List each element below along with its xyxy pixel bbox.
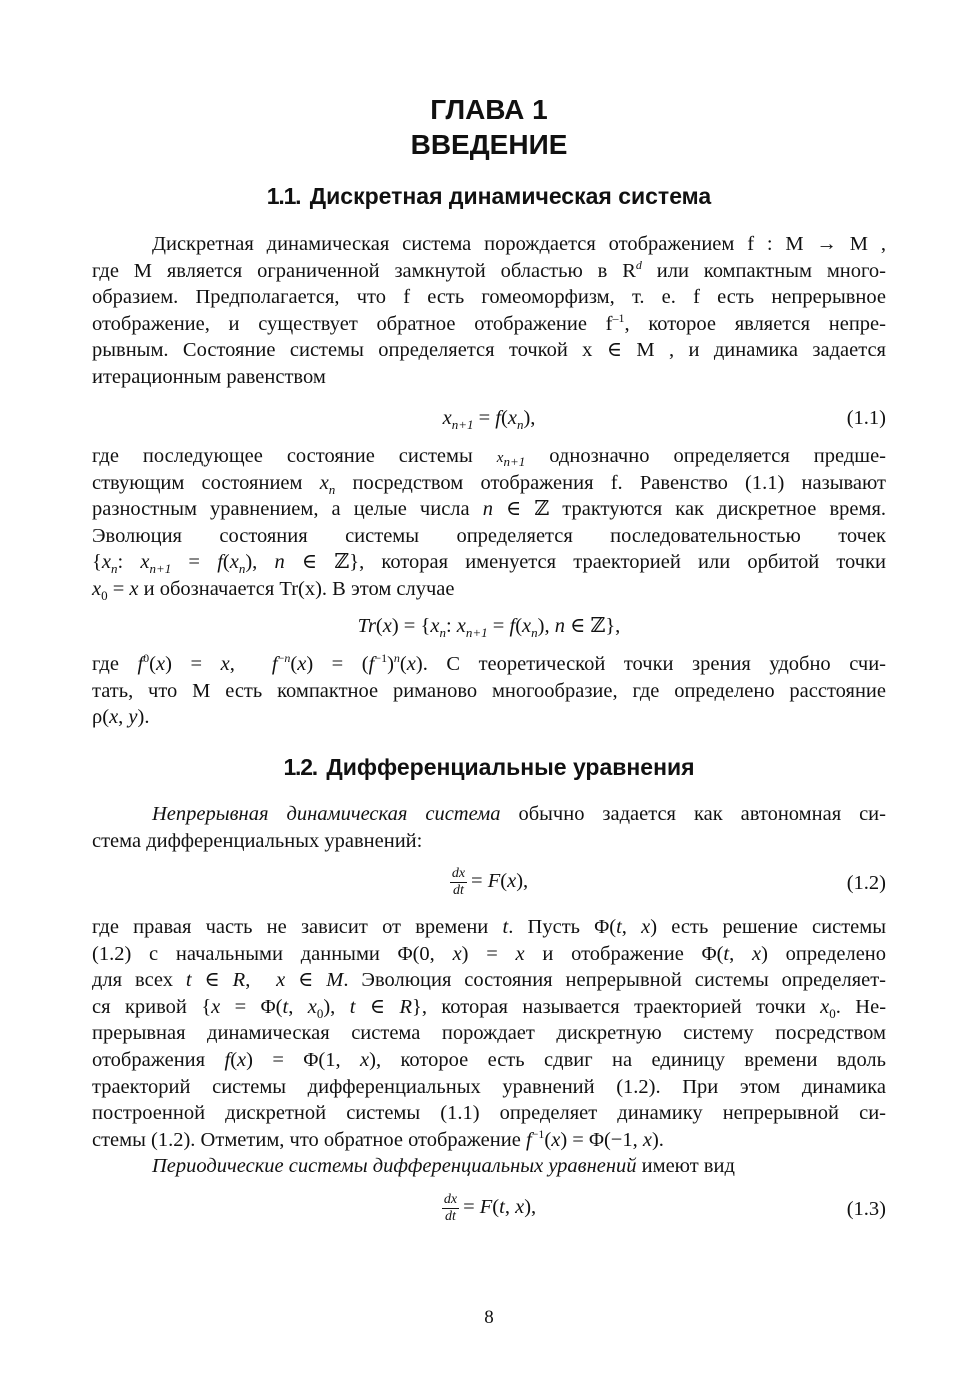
equation-body: $x_{n+1} = f(x_n)$, — [442, 407, 536, 433]
text-line: отображения f(x) = Φ(1, x), которое есть сдвиг на единицу времени вдоль — [92, 1048, 887, 1071]
chapter-title: ВВЕДЕНИЕ — [410, 129, 568, 160]
text-line: итерационным равенством — [92, 365, 326, 388]
section-heading-1-1 — [92, 181, 886, 211]
equation-trajectory — [92, 613, 886, 645]
text-line: {$x_n$: $x_{n+1} = f(x_n)$, n ∈ ℤ}, которая именуется траекторией или орбитой точки — [92, 551, 887, 577]
chapter-label: ГЛАВА 1 — [430, 94, 548, 125]
text-line: траекторий системы дифференциальных уравнений (1.2). При этом динамика — [92, 1075, 886, 1098]
equation-body: $Tr(x) = \{x_n$: $x_{n+1} = f(x_n)$, n ∈ ℤ}, — [357, 615, 621, 641]
section-number: 1.1. — [266, 183, 301, 209]
section-title: Дискретная динамическая система — [309, 183, 712, 209]
text-line: Периодические системы дифференциальных уравнений имеют вид — [152, 1155, 735, 1178]
section1-paragraph-1 — [92, 231, 886, 391]
text-line: рывным. Состояние системы определяется точкой x ∈ M , и динамика задается — [92, 339, 886, 362]
section1-paragraph-3 — [92, 651, 886, 731]
text-line: где правая часть не зависит от времени t. Пусть Φ(t, x) есть решение системы — [92, 916, 887, 938]
text-line: стема дифференциальных уравнений: — [92, 829, 423, 852]
text-line: для всех t ∈ R, x ∈ M. Эволюция состояния непрерывной системы определяет- — [92, 969, 887, 992]
section-title: Дифференциальные уравнения — [326, 754, 695, 780]
text-line: Дискретная динамическая система порождается отображением f : M → M , — [152, 233, 886, 255]
equation-number: (1.1) — [846, 407, 886, 429]
text-line: образием. Предполагается, что f есть гомеоморфизм, т. е. f есть непрерывное — [92, 286, 886, 309]
equation-1-3 — [92, 1192, 886, 1232]
text-line: ствующим состоянием $x_n$ посредством отображения f. Равенство (1.1) называют — [92, 471, 886, 497]
equation-number: (1.3) — [846, 1198, 886, 1220]
text-line: стемы (1.2). Отметим, что обратное отображение $f^{-1}(x) = \Phi(-1$, x). — [92, 1126, 664, 1151]
text-line: ρ(x, y). — [92, 706, 150, 729]
text-line: где $f^0(x) = x$, $f^{-n}(x) = (f^{-1})^n(x)$. С теоретической точки зрения удобно счи- — [92, 651, 887, 675]
equation-body: $\frac{dx}{dt}$ = F(t, x), — [443, 1192, 537, 1224]
text-line: (1.2) с начальными данными Φ(0, x) = x и отображение Φ(t, x) определено — [92, 942, 887, 965]
text-line: ся кривой {x = Φ(t, $x_0$), t ∈ R}, которая называется траекторией точки $x_0$. Не- — [92, 995, 887, 1021]
equation-1-1 — [92, 405, 886, 437]
equation-number: (1.2) — [846, 872, 886, 894]
text-line: Эволюция состояния системы определяется последовательностью точек — [92, 524, 886, 547]
text-line: разностным уравнением, а целые числа n ∈ ℤ трактуются как дискретное время. — [92, 498, 887, 521]
page-number: 8 — [484, 1307, 494, 1328]
section1-paragraph-2 — [92, 443, 886, 603]
section-heading-1-2 — [92, 752, 886, 782]
text-line: построенной дискретной системы (1.1) определяет динамику непрерывной си- — [92, 1102, 886, 1125]
section-number: 1.2. — [283, 754, 318, 780]
text-line: где M является ограниченной замкнутой областью в $R^d$ или компактным много- — [92, 257, 886, 282]
equation-1-2 — [92, 866, 886, 906]
section2-paragraph-2 — [92, 914, 886, 1180]
text-line: отображение, и существует обратное отображение $f^{-1}$, которое является непре- — [92, 310, 886, 335]
equation-body: $\frac{dx}{dt}$ = F(x), — [451, 866, 529, 898]
section2-paragraph-1 — [92, 801, 886, 854]
text-line: прерывная динамическая система порождает дискретную систему посредством — [92, 1022, 886, 1045]
text-line: $x_0 = x$ и обозначается Tr(x). В этом случае — [92, 577, 455, 604]
text-line: где последующее состояние системы $x_{n+1}$ однозначно определяется предше- — [92, 445, 886, 469]
text-line: тать, что M есть компактное риманово многообразие, где определено расстояние — [92, 679, 886, 702]
text-line: Непрерывная динамическая система обычно задается как автономная си- — [152, 803, 886, 825]
